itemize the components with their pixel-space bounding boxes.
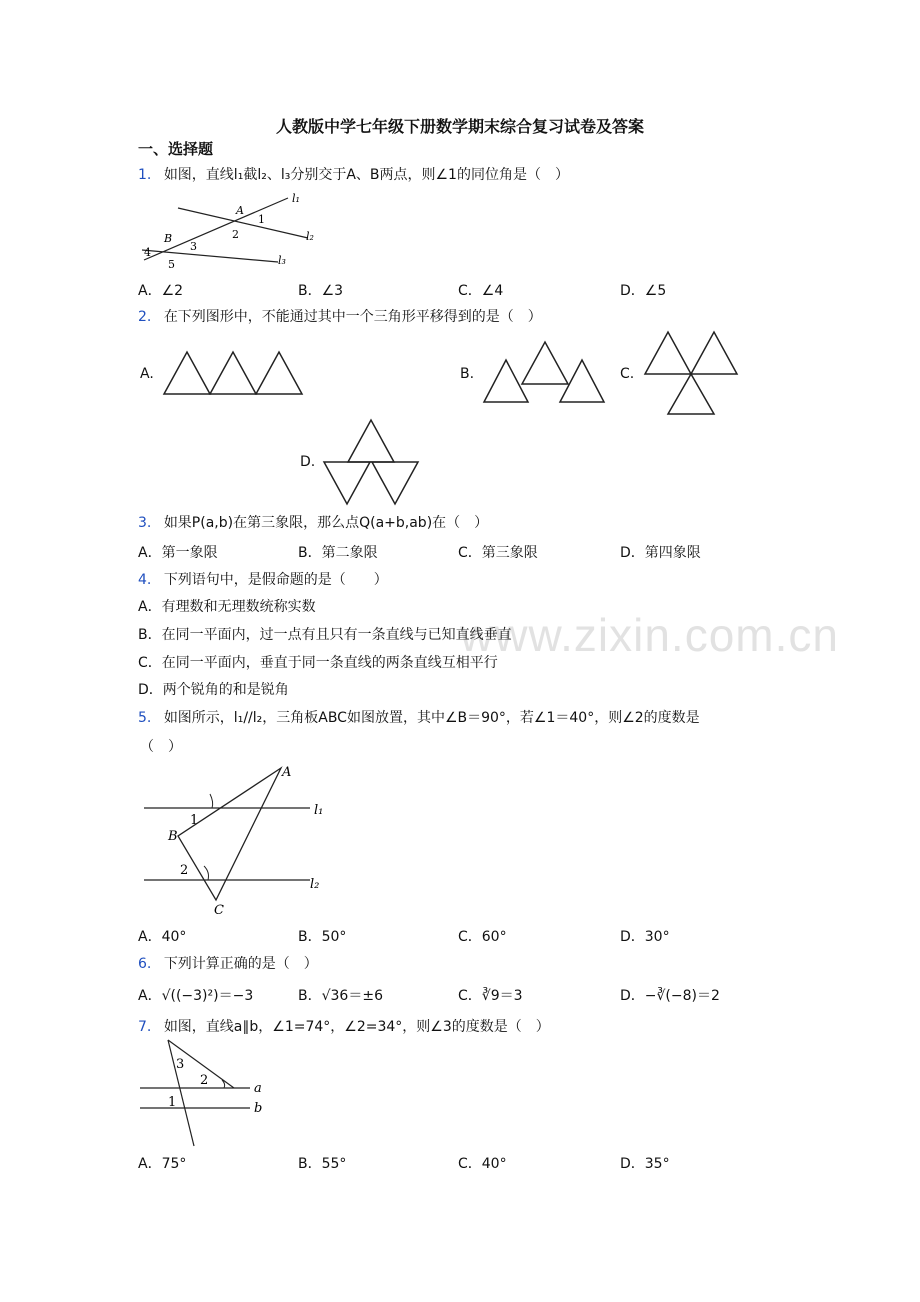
q6-option-d[interactable]: D．−∛(−8)＝2 [620,988,720,1004]
q6-option-c[interactable]: C．∛9＝3 [458,988,523,1004]
page-title: 人教版中学七年级下册数学期末综合复习试卷及答案 [275,117,644,136]
label-angle-3: 3 [176,1057,185,1072]
question-5 [138,707,700,727]
q3-option-c[interactable]: C．第三象限 [458,545,538,561]
q2-figure-c [643,330,743,416]
q2-label-a[interactable]: A. [140,366,154,382]
question-stem: 如图，直线l₁截l₂、l₃分别交于A、B两点，则∠1的同位角是（ ） [163,167,569,183]
q1-option-b[interactable]: B．∠3 [298,283,344,299]
q7-figure [138,1036,278,1148]
label-B: B [164,232,173,245]
question-number: 6. [138,956,152,972]
q5-option-d[interactable]: D．30° [620,929,670,945]
q1-option-c[interactable]: C．∠4 [458,283,504,299]
question-stem: 如图所示，l₁//l₂，三角板ABC如图放置，其中∠B＝90°，若∠1＝40°，则∠2的度数是 [163,710,700,726]
label-C: C [214,903,224,918]
q5-option-b[interactable]: B．50° [298,929,347,945]
question-number: 5. [138,710,152,726]
question-6 [138,953,318,973]
label-angle-2: 2 [232,228,239,241]
label-l2: l₂ [310,877,320,892]
question-4 [138,569,388,589]
label-angle-2: 2 [180,863,189,878]
label-a: a [254,1081,262,1096]
q4-option-d[interactable]: D．两个锐角的和是锐角 [138,682,289,698]
question-1 [138,164,569,184]
label-angle-3: 3 [190,240,197,253]
label-l1: l₁ [292,192,300,205]
q2-label-d[interactable]: D. [300,454,316,470]
label-angle-5: 5 [168,258,175,270]
question-stem: 如图，直线a∥b，∠1=74°，∠2=34°，则∠3的度数是（ ） [163,1019,550,1035]
q6-option-b[interactable]: B．√36＝±6 [298,988,383,1004]
q1-option-a[interactable]: A．∠2 [138,283,184,299]
q7-option-b[interactable]: B．55° [298,1156,347,1172]
q2-figure-d [322,418,422,506]
q2-figure-a [162,348,310,396]
q4-option-c[interactable]: C．在同一平面内，垂直于同一条直线的两条直线互相平行 [138,655,498,671]
q5-figure [138,758,338,918]
label-l2: l₂ [306,230,314,243]
label-angle-1: 1 [258,213,265,226]
label-angle-1: 1 [168,1095,177,1110]
q7-option-c[interactable]: C．40° [458,1156,507,1172]
question-stem: 在下列图形中，不能通过其中一个三角形平移得到的是（ ） [163,309,542,325]
q4-option-a[interactable]: A．有理数和无理数统称实数 [138,599,316,615]
label-l1: l₁ [314,803,324,818]
q2-figure-b [482,340,612,406]
question-number: 4. [138,572,152,588]
q7-option-a[interactable]: A．75° [138,1156,187,1172]
label-angle-1: 1 [190,813,199,828]
question-number: 7. [138,1019,152,1035]
q1-figure [138,190,328,270]
q4-option-b[interactable]: B．在同一平面内，过一点有且只有一条直线与已知直线垂直 [138,627,512,643]
question-stem-continued: （ ） [140,739,182,755]
question-number: 3. [138,515,152,531]
question-stem: 下列计算正确的是（ ） [163,956,318,972]
label-angle-4: 4 [144,246,151,259]
q6-option-a[interactable]: A．√((−3)²)＝−3 [138,988,254,1004]
question-7 [138,1016,550,1036]
q1-option-d[interactable]: D．∠5 [620,283,667,299]
label-B: B [168,829,178,844]
q5-option-c[interactable]: C．60° [458,929,507,945]
q3-option-a[interactable]: A．第一象限 [138,545,218,561]
question-number: 2. [138,309,152,325]
q3-option-b[interactable]: B．第二象限 [298,545,378,561]
q2-label-c[interactable]: C. [620,366,635,382]
q5-option-a[interactable]: A．40° [138,929,187,945]
question-2 [138,306,542,326]
q3-option-d[interactable]: D．第四象限 [620,545,701,561]
q2-label-b[interactable]: B. [460,366,475,382]
section-heading: 一、选择题 [138,140,214,158]
question-number: 1. [138,167,152,183]
label-angle-2: 2 [200,1073,209,1088]
label-b: b [254,1101,263,1116]
label-A: A [236,204,244,217]
question-3 [138,512,488,532]
question-stem: 下列语句中，是假命题的是（ ） [163,572,388,588]
q7-option-d[interactable]: D．35° [620,1156,670,1172]
question-stem: 如果P(a,b)在第三象限，那么点Q(a+b,ab)在（ ） [163,515,489,531]
watermark: www.zixin.com.cn [460,609,839,661]
label-A: A [282,765,292,780]
label-l3: l₃ [278,254,286,267]
